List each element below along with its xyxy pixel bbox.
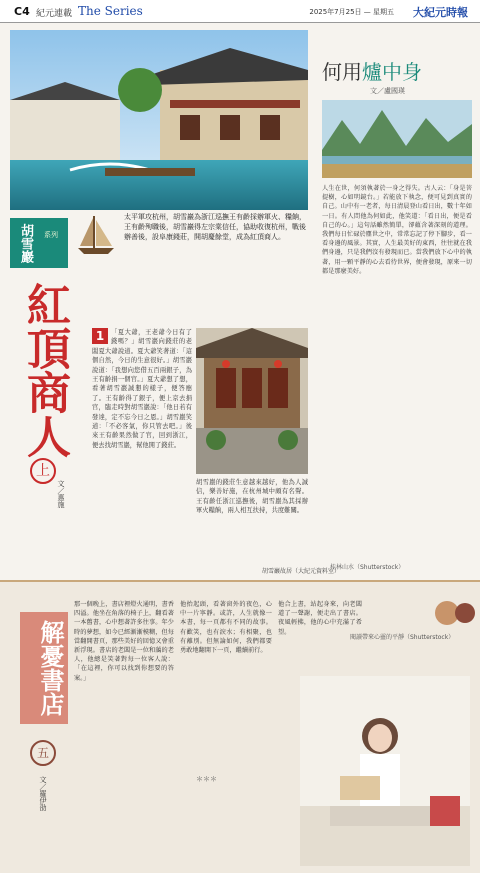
side-photo-caption: 桂林山水（Shutterstock） bbox=[330, 564, 405, 571]
newspaper-logo: 大紀元時報 bbox=[413, 6, 468, 19]
section-name: 紀元連載 bbox=[36, 9, 73, 19]
bottom-column-1: 那一個晚上，書店裡燈火通明，書香四溢。他坐在角落的椅子上，翻看著一本舊書，心中想著許多往事。年少時的夢想，如今已經漸漸模糊，但每當翻開書頁，那些美好的回憶又會重新浮現。書店的老闆是一位和藹的老人，他總是笑著對每一位客人說：「在這裡，你可以找到你想要的答案。」 bbox=[74, 601, 174, 682]
page-number: C4 bbox=[14, 5, 30, 18]
page-header bbox=[0, 0, 480, 23]
series-ribbon bbox=[10, 218, 68, 268]
water-town-photo bbox=[10, 30, 308, 210]
sailboat-icon bbox=[74, 212, 118, 258]
main-byline: 文／惠施 bbox=[57, 480, 65, 508]
side-byline: 文／盧國瑛 bbox=[370, 87, 405, 95]
side-body: 人生在世，何須執著於一身之得失。古人云：「身是菩提樹，心如明鏡台。」若能放下執念，便可見到真實的自己。山中有一老者，每日清晨登山看日出，數十年如一日。有人問他為何如此，他笑道：「看日出，便是看自己的心。」這句話雖然簡單，卻蘊含著深刻的道理。我們每日忙碌於塵世之中，常常忘記了停下腳步，看一看身邊的風景。其實，人生最美好的東西，往往就在我們身邊，只是我們沒有發現而已。當我們放下心中的執著，用一顆平靜的心去看待世界，便會發現，原來一切都是那麼美好。 bbox=[322, 185, 472, 275]
bottom-column-3: 他合上書，站起身來，向老闆道了一聲謝，便走出了書店。夜風輕拂，他的心中充滿了希望。 bbox=[278, 601, 362, 636]
main-photo-caption: 胡雪巖故居（大紀元資料室） bbox=[262, 568, 341, 575]
couple-illustration-icon bbox=[385, 598, 475, 628]
lake-photo bbox=[322, 100, 472, 178]
ribbon-title: 胡雪巖 bbox=[18, 224, 33, 263]
drop-cap: 1 bbox=[92, 328, 108, 344]
series-label: The Series bbox=[78, 4, 143, 18]
reader-photo bbox=[300, 676, 470, 866]
main-column-1 bbox=[92, 328, 192, 560]
title-part: 上 bbox=[30, 458, 56, 484]
bottom-byline: 文／羅伊劭 bbox=[39, 776, 47, 811]
courtyard-photo bbox=[196, 328, 308, 474]
main-title: 紅頂商人 bbox=[19, 282, 70, 458]
side-title-accent: 爐中身 bbox=[362, 60, 422, 84]
bottom-part: 五 bbox=[30, 740, 56, 766]
side-title bbox=[322, 56, 422, 85]
main-intro: 太平軍攻杭州，胡雪巖為浙江巡撫王有齡採辦軍火、糧餉，王有齡殉職後，胡雪巖得左宗棠信任，協助收復杭州，戰後辦善後，設阜康錢莊，開胡慶餘堂，成為紅頂商人。 bbox=[124, 213, 306, 241]
main-column-1-text: 「夏大爺，王老爺今日有了錢嗎？」胡雪巖向錢莊的老闆夏大爺說道。夏大爺笑著道：「這個自然，今日的生意很好。」胡雪巖說道：「我想向您借五百兩銀子，為王有齡捐一個官。」夏大爺想了想，看著胡雪巖誠懇的樣子，便答應了。王有齡得了銀子，便上京去捐官，臨走時對胡雪巖說：「他日若有發達，定不忘今日之恩。」胡雪巖笑道：「不必客氣，你只管去吧。」後來王有齡果然做了官，回到浙江，便去找胡雪巖，幫他開了錢莊。 bbox=[92, 329, 192, 449]
side-title-prefix: 何用 bbox=[322, 60, 362, 84]
bottom-column-2: 他抬起頭，看著窗外的夜色，心中一片寧靜。或許，人生就像一本書，每一頁都有不同的故事。有歡笑，也有淚水；有相聚，也有離別。但無論如何，我們都要勇敢地翻開下一頁，繼續前行。 bbox=[180, 601, 272, 655]
section-break: ＊＊＊ bbox=[196, 775, 217, 783]
main-column-2: 胡雪巖的錢莊生意越來越好，他為人誠信，樂善好施，在杭州城中頗有名聲。王有齡任浙江巡撫後，胡雪巖為其採辦軍火糧餉，兩人相互扶持，共度難關。 bbox=[196, 479, 308, 515]
issue-date: 2025年7月25日 — 星期五 bbox=[309, 8, 394, 16]
ribbon-sub: 系列 bbox=[44, 231, 58, 239]
bottom-photo-caption: 閱讀帶來心靈的平靜（Shutterstock） bbox=[350, 634, 455, 641]
bottom-title: 解憂書店 bbox=[20, 612, 68, 724]
